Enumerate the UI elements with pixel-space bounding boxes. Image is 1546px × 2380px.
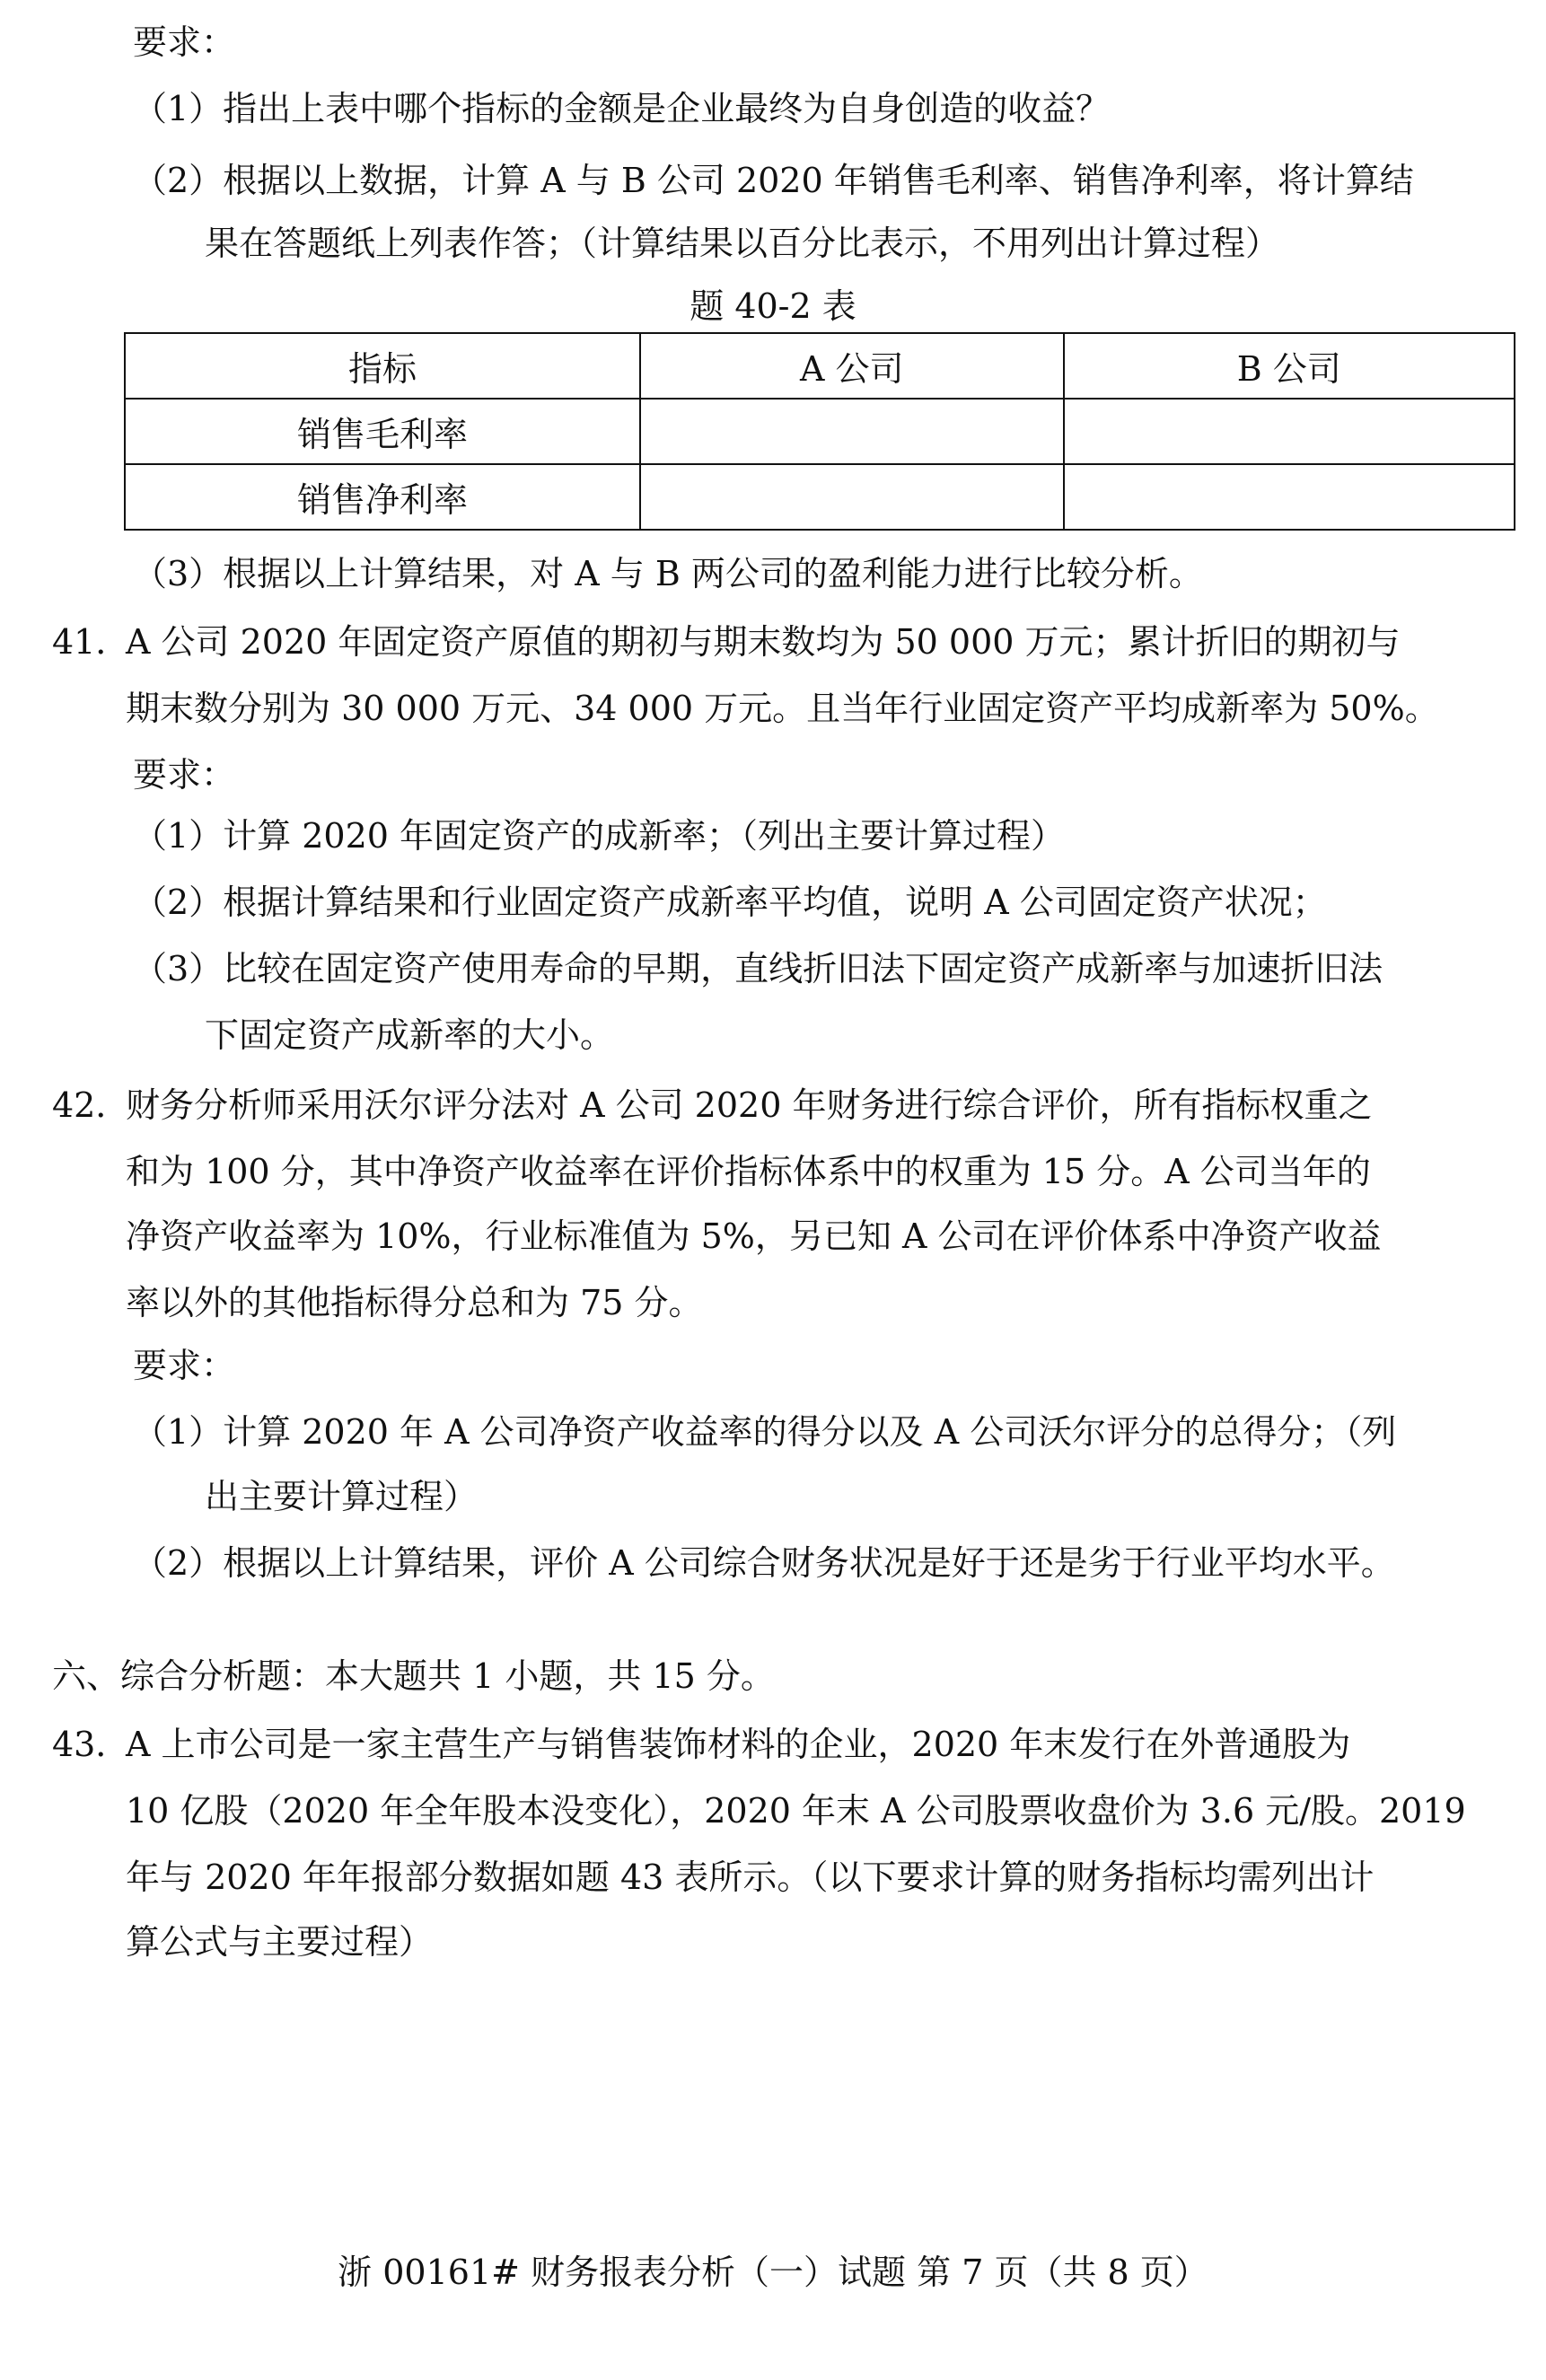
table-cell-a xyxy=(640,399,1064,464)
q40-req-2-line2: 果在答题纸上列表作答；（计算结果以百分比表示，不用列出计算过程） xyxy=(205,224,1280,263)
table-cell-b xyxy=(1064,399,1515,464)
table-row-label: 销售净利率 xyxy=(125,464,640,530)
table-cell-a xyxy=(640,464,1064,530)
table-caption: 题 40-2 表 xyxy=(690,286,856,326)
q42-requirements-label: 要求： xyxy=(133,1346,236,1385)
q41-stem-line1: A 公司 2020 年固定资产原值的期初与期末数均为 50 000 万元；累计折旧的期初与 xyxy=(126,622,1401,662)
table-header-row xyxy=(125,333,1515,399)
q40-req-2-line1: （2）根据以上数据，计算 A 与 B 公司 2020 年销售毛利率、销售净利率，将计算结 xyxy=(133,161,1414,200)
q40-req-1: （1）指出上表中哪个指标的金额是企业最终为自身创造的收益？ xyxy=(133,89,1111,128)
table-row xyxy=(125,464,1515,530)
q41-requirements-label: 要求： xyxy=(133,755,236,795)
table-header-cell: B 公司 xyxy=(1064,333,1515,399)
table-header-cell: A 公司 xyxy=(640,333,1064,399)
q42-req-1-line2: 出主要计算过程） xyxy=(205,1477,479,1516)
q43-stem-line3: 年与 2020 年年报部分数据如题 43 表所示。（以下要求计算的财务指标均需列出计 xyxy=(126,1857,1375,1897)
q41-number: 41． xyxy=(52,622,130,662)
q43-number: 43． xyxy=(52,1725,130,1764)
q41-req-3-line1: （3）比较在固定资产使用寿命的早期，直线折旧法下固定资产成新率与加速折旧法 xyxy=(133,949,1383,988)
page-footer: 浙 00161# 财务报表分析（一）试题 第 7 页（共 8 页） xyxy=(338,2253,1208,2292)
q41-stem-line2: 期末数分别为 30 000 万元、34 000 万元。且当年行业固定资产平均成新率为 50%。 xyxy=(126,689,1439,728)
table-header-cell: 指标 xyxy=(125,333,640,399)
q42-req-1-line1: （1）计算 2020 年 A 公司净资产收益率的得分以及 A 公司沃尔评分的总得分；（列 xyxy=(133,1412,1397,1452)
q41-req-1: （1）计算 2020 年固定资产的成新率；（列出主要计算过程） xyxy=(133,816,1066,856)
q41-req-3-line2: 下固定资产成新率的大小。 xyxy=(205,1015,615,1055)
q43-stem-line1: A 上市公司是一家主营生产与销售装饰材料的企业，2020 年末发行在外普通股为 xyxy=(126,1725,1351,1764)
section-heading: 六、综合分析题：本大题共 1 小题，共 15 分。 xyxy=(52,1656,775,1696)
answer-table xyxy=(124,332,1515,531)
q41-req-2: （2）根据计算结果和行业固定资产成新率平均值，说明 A 公司固定资产状况； xyxy=(133,883,1327,922)
q42-stem-line1: 财务分析师采用沃尔评分法对 A 公司 2020 年财务进行综合评价，所有指标权重之 xyxy=(126,1085,1373,1125)
table-cell-b xyxy=(1064,464,1515,530)
q43-stem-line2: 10 亿股（2020 年全年股本没变化），2020 年末 A 公司股票收盘价为 3.6 元/股。2019 xyxy=(126,1791,1466,1831)
q42-req-2: （2）根据以上计算结果，评价 A 公司综合财务状况是好于还是劣于行业平均水平。 xyxy=(133,1543,1395,1583)
q42-stem-line4: 率以外的其他指标得分总和为 75 分。 xyxy=(126,1283,703,1322)
q42-stem-line2: 和为 100 分，其中净资产收益率在评价指标体系中的权重为 15 分。A 公司当年的 xyxy=(126,1152,1371,1191)
table-row-label: 销售毛利率 xyxy=(125,399,640,464)
table-row xyxy=(125,399,1515,464)
q42-stem-line3: 净资产收益率为 10%，行业标准值为 5%，另已知 A 公司在评价体系中净资产收益 xyxy=(126,1216,1382,1256)
q43-stem-line4: 算公式与主要过程） xyxy=(126,1922,434,1962)
q42-number: 42． xyxy=(52,1085,130,1125)
q40-req-3: （3）根据以上计算结果，对 A 与 B 两公司的盈利能力进行比较分析。 xyxy=(133,554,1203,593)
q40-requirements-label: 要求： xyxy=(133,22,236,62)
